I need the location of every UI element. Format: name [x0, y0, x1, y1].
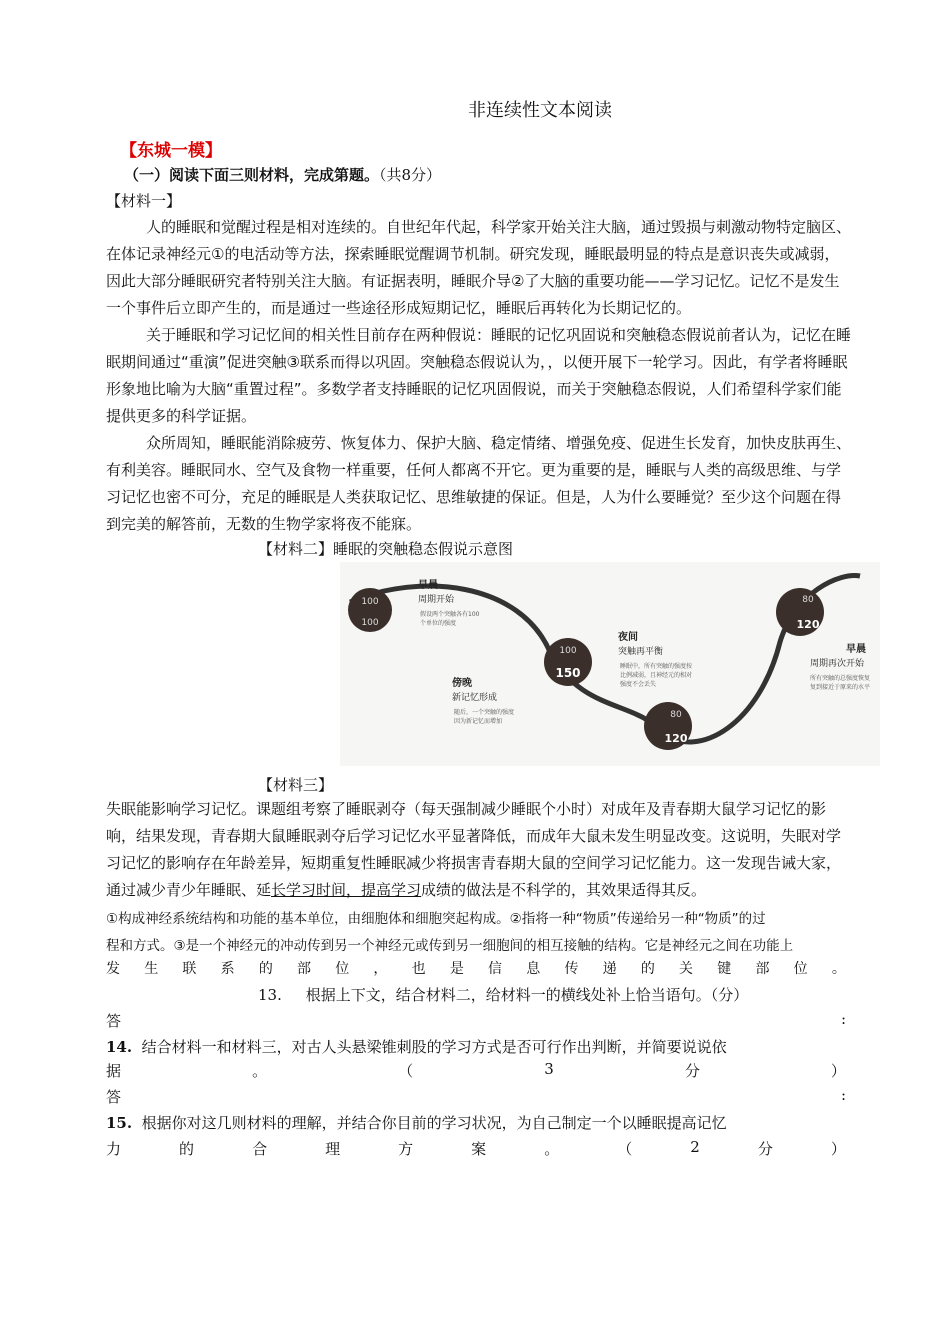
- q14-line2-text: 据 。 （ 3 分 ）: [106, 1060, 846, 1080]
- stage1-title: 早晨: [418, 580, 438, 591]
- stage4-note2: 复到接近于原来的水平: [810, 684, 871, 691]
- stage2-note2: 因为新记忆而增加: [454, 718, 503, 725]
- stage1-value-a: 100: [361, 597, 379, 607]
- section-tag: 【东城一模】: [120, 141, 222, 161]
- synapse-diagram: [340, 562, 880, 766]
- material1-paragraph-1: 人的睡眠和觉醒过程是相对连续的。自世纪年代起，科学家开始关注大脑，通过毁损与刺激动物特定脑区、在体记录神经元①的电活动等方法，探索睡眠觉醒调节机制。研究发现，睡眠最明显的特点是意识丧失或减弱，因此大部分睡眠研究者特别关注大脑。有证据表明，睡眠介导②了大脑的重要功能——学习记忆。记忆不是发生一个事件后立即产生的，而是通过一些途径形成短期记忆，睡眠后再转化为长期记忆的。: [106, 218, 852, 317]
- q14-line1: 结合材料一和材料三，对古人头悬梁锥刺股的学习方式是否可行作出判断，并简要说说依: [141, 1038, 727, 1056]
- stage1-note1: 假设两个突触各有100: [420, 611, 480, 618]
- material3-label: 【材料三】: [258, 776, 334, 794]
- answer-label-14: 答: [106, 1088, 122, 1106]
- stage2-sub: 新记忆形成: [452, 693, 498, 703]
- stage1-value-b: 100: [361, 618, 379, 628]
- q13-text: 根据上下文，结合材料二，给材料一的横线处补上恰当语句。（分）: [305, 986, 749, 1004]
- q14-line2: [106, 1060, 846, 1081]
- answer-label-13: 答: [106, 1012, 122, 1030]
- footnote-line-1: ①构成神经系统结构和功能的基本单位，由细胞体和细胞突起构成。②指将一种“物质”传递给另一种“物质”的过: [106, 911, 766, 927]
- stage4-value-b: 120: [796, 618, 820, 631]
- q15-line1: 根据你对这几则材料的理解，并结合你目前的学习状况，为自己制定一个以睡眠提高记忆: [141, 1114, 727, 1132]
- stage3-value-a: 80: [670, 710, 682, 720]
- stage4-note1: 所有突触的总强度恢复: [810, 675, 871, 682]
- stage3-note1: 睡眠中，所有突触的强度按: [620, 663, 693, 670]
- question-head-text: （一）阅读下面三则材料，完成第题。: [124, 166, 380, 184]
- page-title: 非连续性文本阅读: [468, 100, 612, 121]
- question-15: [106, 1112, 727, 1133]
- stage3-note2: 比例减弱，且神经元的相对: [620, 672, 693, 679]
- stage3-value-b: 120: [664, 732, 688, 745]
- question-points: （共8分）: [379, 166, 442, 184]
- material3-underlined: 长学习时间，提高学习: [271, 881, 422, 899]
- stage3-sub: 突触再平衡: [618, 647, 664, 657]
- stage-node-1: [348, 588, 392, 632]
- stage4-title: 早晨: [846, 644, 866, 655]
- question-13: [258, 984, 748, 1005]
- question-head: [124, 164, 441, 185]
- stage2-value-a: 100: [559, 646, 577, 656]
- answer-line-13[interactable]: [106, 1010, 846, 1031]
- q13-number: 13.: [258, 986, 282, 1004]
- footnote-line-2: 程和方式。③是一个神经元的冲动传到另一个神经元或传到另一细胞间的相互接触的结构。它是神经元之间在功能上: [106, 938, 794, 954]
- stage3-title: 夜间: [618, 632, 638, 643]
- answer-line-14[interactable]: [106, 1086, 846, 1107]
- answer-colon-14: :: [840, 1086, 846, 1104]
- material3-paragraph: [106, 796, 854, 904]
- material1-paragraph-2: 关于睡眠和学习记忆间的相关性目前存在两种假说：睡眠的记忆巩固说和突触稳态假说前者认为，记忆在睡眠期间通过“重演”促进突触③联系而得以巩固。突触稳态假说认为，，以便开展下一轮学习。因此，有学者将睡眠形象地比喻为大脑“重置过程”。多数学者支持睡眠的记忆巩固假说，而关于突触稳态假说，人们希望科学家们能提供更多的科学证据。: [106, 326, 852, 425]
- footnote-line-3-text: 发 生 联 系 的 部 位 ， 也 是 信 息 传 递 的 关 键 部 位 。: [106, 961, 846, 977]
- material2-label: 【材料二】睡眠的突触稳态假说示意图: [258, 540, 514, 558]
- q14-number: 14.: [106, 1038, 133, 1056]
- stage2-title: 傍晚: [452, 678, 472, 689]
- stage-node-2: [544, 638, 592, 686]
- q15-number: 15.: [106, 1114, 133, 1132]
- stage2-value-b: 150: [555, 666, 581, 680]
- q15-line2: [106, 1138, 846, 1159]
- footnote-line-3: [106, 958, 846, 978]
- stage3-note3: 强度不会丢失: [620, 681, 657, 688]
- stage1-note2: 个单位的强度: [420, 620, 457, 627]
- stage1-sub: 周期开始: [418, 595, 455, 605]
- q15-line2-text: 力 的 合 理 方 案 。 （ 2 分 ）: [106, 1138, 846, 1158]
- footnotes: [106, 906, 793, 960]
- material3-text-b: 成绩的做法是不科学的，其效果适得其反。: [421, 881, 707, 899]
- stage-node-3: [644, 702, 692, 750]
- question-14: [106, 1036, 727, 1057]
- stage4-value-a: 80: [802, 595, 814, 605]
- stage4-sub: 周期再次开始: [810, 659, 865, 669]
- answer-colon-13: :: [840, 1010, 846, 1028]
- material1-label: 【材料一】: [106, 192, 182, 210]
- stage2-note1: 随后，一个突触的强度: [454, 709, 515, 716]
- stage-node-4: [776, 588, 824, 636]
- material3-text-a: 失眠能影响学习记忆。课题组考察了睡眠剥夺（每天强制减少睡眠个小时）对成年及青春期大鼠学习记忆的影响，结果发现，青春期大鼠睡眠剥夺后学习记忆水平显著降低，而成年大鼠未发生明显改变。这说明，失眠对学习记忆的影响存在年龄差异，短期重复性睡眠减少将损害青春期大鼠的空间学习记忆能力。这一发现告诫大家，通过减少青少年睡眠、延: [106, 800, 842, 899]
- material1-paragraph-3: 众所周知，睡眠能消除疲劳、恢复体力、保护大脑、稳定情绪、增强免疫、促进生长发育，加快皮肤再生、有利美容。睡眠同水、空气及食物一样重要，任何人都离不开它。更为重要的是，睡眠与人类的高级思维、与学习记忆也密不可分，充足的睡眠是人类获取记忆、思维敏捷的保证。但是，人为什么要睡觉？至少这个问题在得到完美的解答前，无数的生物学家将夜不能寐。: [106, 434, 852, 533]
